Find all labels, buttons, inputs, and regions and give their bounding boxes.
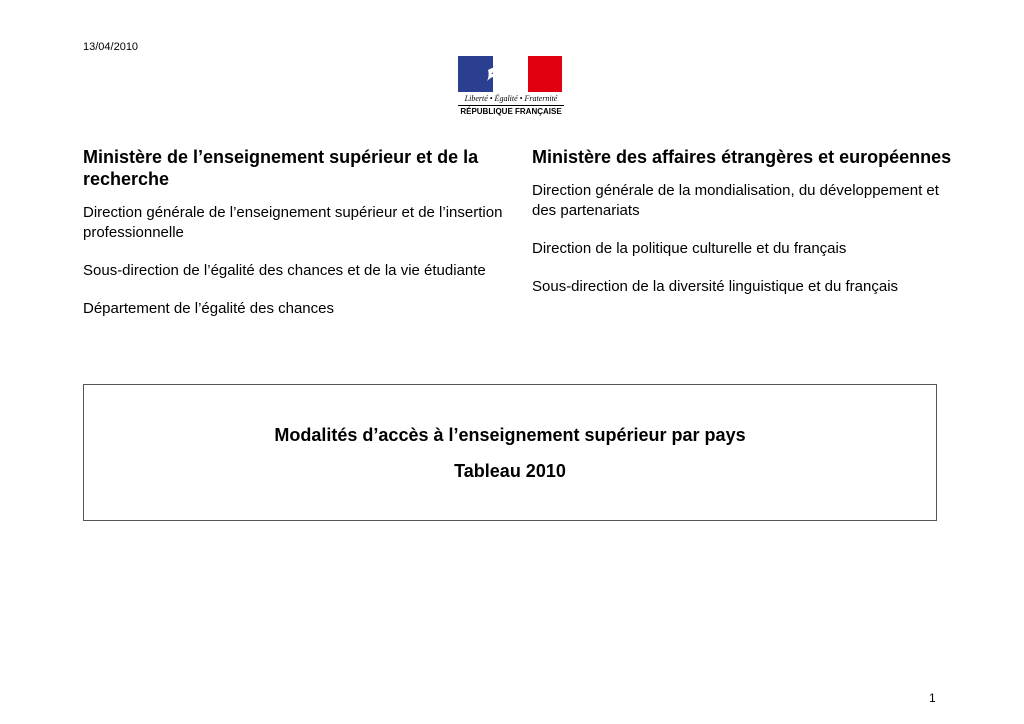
document-date: 13/04/2010: [83, 41, 139, 53]
logo-motto: Liberté • Égalité • Fraternité: [464, 94, 558, 103]
left-department-line: Département de l’égalité des chances: [83, 300, 334, 317]
left-ministry-heading: Ministère de l’enseignement supérieur et de la recherche: [83, 147, 479, 189]
document-subtitle: Tableau 2010: [454, 461, 566, 481]
right-subdirection-line: Sous-direction de la diversité linguistique et du français: [532, 278, 899, 295]
logo-divider: [458, 105, 564, 106]
logo-republique-text: RÉPUBLIQUE FRANÇAISE: [460, 107, 562, 116]
right-direction-line: Direction de la politique culturelle et du français: [532, 240, 847, 257]
page-number: 1: [929, 691, 936, 705]
marianne-flag-icon: [458, 56, 562, 92]
left-subdirection-line: Sous-direction de l’égalité des chances et de la vie étudiante: [83, 262, 486, 279]
left-ministry-column: [83, 146, 503, 337]
republique-francaise-logo: [458, 56, 564, 118]
document-title: Modalités d’accès à l’enseignement supérieur par pays: [274, 425, 746, 445]
right-direction-generale-line: Direction générale de la mondialisation, du développement et des partenariats: [532, 182, 939, 219]
right-ministry-heading: Ministère des affaires étrangères et européennes: [532, 147, 952, 167]
left-direction-line: Direction générale de l’enseignement supérieur et de l’insertion professionnelle: [83, 204, 503, 241]
right-ministry-column: [532, 146, 952, 315]
document-title-box: [83, 384, 937, 521]
